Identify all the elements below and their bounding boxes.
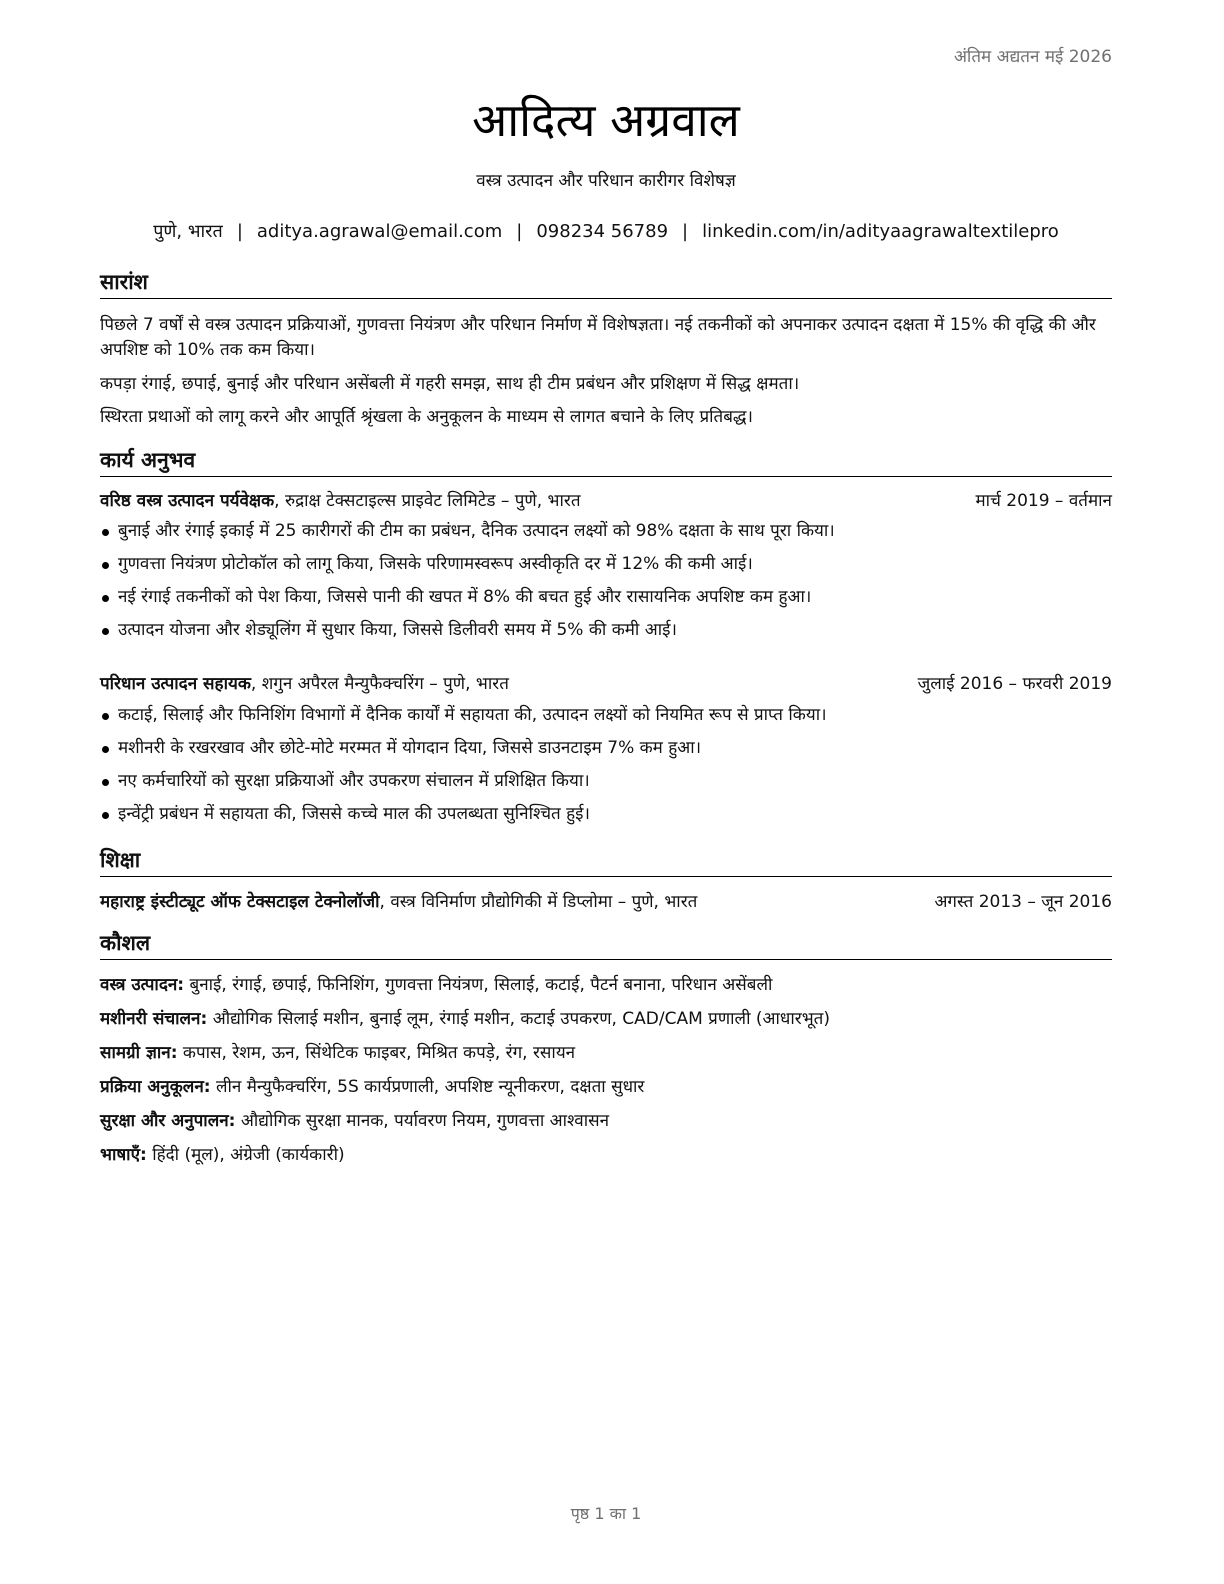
job-title: वरिष्ठ वस्त्र उत्पादन पर्यवेक्षक — [100, 491, 275, 511]
education-heading: शिक्षा — [100, 846, 1112, 877]
list-item: नई रंगाई तकनीकों को पेश किया, जिससे पानी की खपत में 8% की बचत हुई और रासायनिक अपशिष्ट कम हुआ। — [100, 585, 1112, 618]
job-bullets — [100, 703, 1112, 835]
skill-value: लीन मैन्युफैक्चरिंग, 5S कार्यप्रणाली, अपशिष्ट न्यूनीकरण, दक्षता सुधार — [210, 1077, 645, 1097]
summary-heading: सारांश — [100, 268, 1112, 299]
skill-value: बुनाई, रंगाई, छपाई, फिनिशिंग, गुणवत्ता नियंत्रण, सिलाई, कटाई, पैटर्न बनाना, परिधान असेंबली — [184, 975, 773, 995]
job-org: , शगुन अपैरल मैन्युफैक्चरिंग – पुणे, भारत — [250, 674, 509, 694]
job-dates: जुलाई 2016 – फरवरी 2019 — [917, 674, 1112, 694]
location: पुणे, भारत — [153, 221, 223, 242]
list-item: नए कर्मचारियों को सुरक्षा प्रक्रियाओं और उपकरण संचालन में प्रशिक्षित किया। — [100, 769, 1112, 802]
candidate-title: वस्त्र उत्पादन और परिधान कारीगर विशेषज्ञ — [476, 171, 736, 191]
resume-page — [100, 0, 1112, 1584]
list-item: बुनाई और रंगाई इकाई में 25 कारीगरों की टीम का प्रबंधन, दैनिक उत्पादन लक्ष्यों को 98% दक्षता के साथ पूरा किया। — [100, 519, 1112, 552]
education-detail: , वस्त्र विनिर्माण प्रौद्योगिकी में डिप्लोमा – पुणे, भारत — [379, 892, 698, 912]
skill-label: सुरक्षा और अनुपालन: — [100, 1111, 236, 1131]
skill-value: औद्योगिक सुरक्षा मानक, पर्यावरण नियम, गुणवत्ता आश्वासन — [235, 1111, 610, 1131]
skill-label: मशीनरी संचालन: — [100, 1009, 208, 1029]
skill-row — [100, 1007, 1112, 1041]
skill-label: प्रक्रिया अनुकूलन: — [100, 1077, 211, 1097]
skill-value: कपास, रेशम, ऊन, सिंथेटिक फाइबर, मिश्रित कपड़े, रंग, रसायन — [177, 1043, 576, 1063]
education-dates: अगस्त 2013 – जून 2016 — [934, 892, 1112, 912]
separator: | — [682, 221, 689, 242]
school-name: महाराष्ट्र इंस्टीट्यूट ऑफ टेक्सटाइल टेक्नोलॉजी — [100, 892, 380, 912]
summary-paragraph: पिछले 7 वर्षों से वस्त्र उत्पादन प्रक्रियाओं, गुणवत्ता नियंत्रण और परिधान निर्माण में विशेषज्ञता। नई तकनीकों को अपनाकर उत्पादन दक्षता में 15% की वृद्धि की और अपशिष्ट को 10% तक कम किया। — [100, 315, 1096, 360]
education-entry — [100, 890, 1112, 915]
last-updated: अंतिम अद्यतन मई 2026 — [953, 47, 1112, 67]
skill-row — [100, 1109, 1112, 1143]
skill-row — [100, 1143, 1112, 1177]
separator: | — [516, 221, 523, 242]
job-header — [100, 672, 1112, 697]
page-number: पृष्ठ 1 का 1 — [570, 1504, 642, 1523]
separator: | — [236, 221, 243, 242]
linkedin-link[interactable]: linkedin.com/in/adityaagrawaltextilepro — [702, 221, 1059, 242]
list-item: मशीनरी के रखरखाव और छोटे-मोटे मरम्मत में योगदान दिया, जिससे डाउनटाइम 7% कम हुआ। — [100, 736, 1112, 769]
skill-value: औद्योगिक सिलाई मशीन, बुनाई लूम, रंगाई मशीन, कटाई उपकरण, CAD/CAM प्रणाली (आधारभूत) — [207, 1009, 830, 1029]
summary-paragraph: कपड़ा रंगाई, छपाई, बुनाई और परिधान असेंबली में गहरी समझ, साथ ही टीम प्रबंधन और प्रशिक्षण में सिद्ध क्षमता। — [100, 374, 800, 394]
job-title-line — [100, 672, 509, 697]
phone: 098234 56789 — [536, 221, 669, 242]
skill-row — [100, 973, 1112, 1007]
job-dates: मार्च 2019 – वर्तमान — [975, 491, 1112, 511]
skills-list — [100, 973, 1112, 1177]
list-item: गुणवत्ता नियंत्रण प्रोटोकॉल को लागू किया, जिसके परिणामस्वरूप अस्वीकृति दर में 12% की कमी आई। — [100, 552, 1112, 585]
summary-paragraph: स्थिरता प्रथाओं को लागू करने और आपूर्ति श्रृंखला के अनुकूलन के माध्यम से लागत बचाने के लिए प्रतिबद्ध। — [100, 407, 753, 427]
education-line — [100, 890, 697, 915]
job-title: परिधान उत्पादन सहायक — [100, 674, 251, 694]
candidate-name: आदित्य अग्रवाल — [472, 93, 740, 147]
list-item: कटाई, सिलाई और फिनिशिंग विभागों में दैनिक कार्यों में सहायता की, उत्पादन लक्ष्यों को नियमित रूप से प्राप्त किया। — [100, 703, 1112, 736]
skill-label: वस्त्र उत्पादन: — [100, 975, 185, 995]
job-bullets — [100, 519, 1112, 651]
skill-row — [100, 1041, 1112, 1075]
skills-heading: कौशल — [100, 929, 1112, 960]
list-item: इन्वेंट्री प्रबंधन में सहायता की, जिससे कच्चे माल की उपलब्धता सुनिश्चित हुई। — [100, 802, 1112, 835]
skill-label: भाषाएँ: — [100, 1145, 147, 1165]
experience-heading: कार्य अनुभव — [100, 446, 1112, 477]
job-header — [100, 489, 1112, 514]
skill-value: हिंदी (मूल), अंग्रेजी (कार्यकारी) — [146, 1145, 345, 1165]
skill-label: सामग्री ज्ञान: — [100, 1043, 178, 1063]
skill-row — [100, 1075, 1112, 1109]
email-link[interactable]: aditya.agrawal@email.com — [256, 221, 503, 242]
contact-line — [100, 219, 1112, 243]
list-item: उत्पादन योजना और शेड्यूलिंग में सुधार किया, जिससे डिलीवरी समय में 5% की कमी आई। — [100, 618, 1112, 651]
job-title-line — [100, 489, 581, 514]
job-org: , रुद्राक्ष टेक्सटाइल्स प्राइवेट लिमिटेड – पुणे, भारत — [274, 491, 581, 511]
